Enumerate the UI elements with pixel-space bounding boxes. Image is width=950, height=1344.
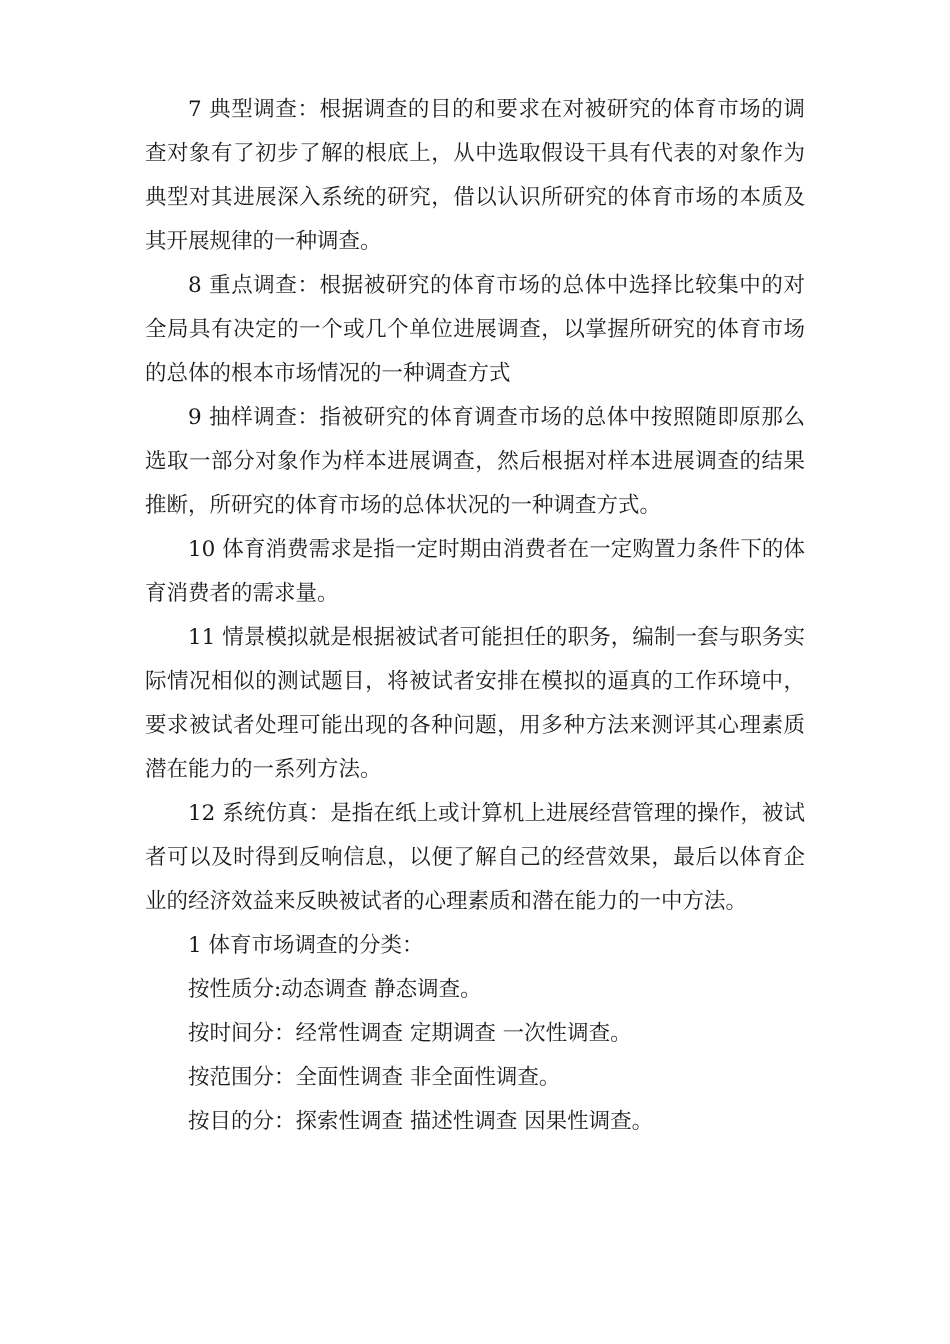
classification-by-purpose: 按目的分：探索性调查 描述性调查 因果性调查。 — [188, 1109, 654, 1134]
paragraph-consumer-demand: 10 体育消费需求是指一定时期由消费者在一定购置力条件下的体育消费者的需求量。 — [145, 537, 805, 606]
classification-by-time: 按时间分：经常性调查 定期调查 一次性调查。 — [188, 1021, 632, 1046]
paragraph-system-simulation: 12 系统仿真：是指在纸上或计算机上进展经营管理的操作，被试者可以及时得到反响信息，以便了解自己的经营效果，最后以体育企业的经济效益来反映被试者的心理素质和潜在能力的一中方法。 — [145, 801, 805, 914]
classification-by-scope: 按范围分：全面性调查 非全面性调查。 — [188, 1065, 561, 1090]
classification-by-nature: 按性质分:动态调查 静态调查。 — [188, 977, 482, 1002]
paragraph-sampling-survey: 9 抽样调查：指被研究的体育调查市场的总体中按照随即原那么选取一部分对象作为样本进展调查，然后根据对样本进展调查的结果推断，所研究的体育市场的总体状况的一种调查方式。 — [145, 405, 805, 518]
paragraph-key-survey: 8 重点调查：根据被研究的体育市场的总体中选择比较集中的对全局具有决定的一个或几个单位进展调查，以掌握所研究的体育市场的总体的根本市场情况的一种调查方式 — [145, 273, 805, 386]
document-body — [145, 88, 805, 1144]
classification-heading: 1 体育市场调查的分类： — [188, 933, 424, 958]
paragraph-typical-survey: 7 典型调查：根据调查的目的和要求在对被研究的体育市场的调查对象有了初步了解的根底上，从中选取假设干具有代表的对象作为典型对其进展深入系统的研究，借以认识所研究的体育市场的本质及其开展规律的一种调查。 — [145, 97, 805, 254]
paragraph-scenario-simulation: 11 情景模拟就是根据被试者可能担任的职务，编制一套与职务实际情况相似的测试题目，将被试者安排在模拟的逼真的工作环境中，要求被试者处理可能出现的各种问题，用多种方法来测评其心理素质潜在能力的一系列方法。 — [145, 625, 805, 782]
